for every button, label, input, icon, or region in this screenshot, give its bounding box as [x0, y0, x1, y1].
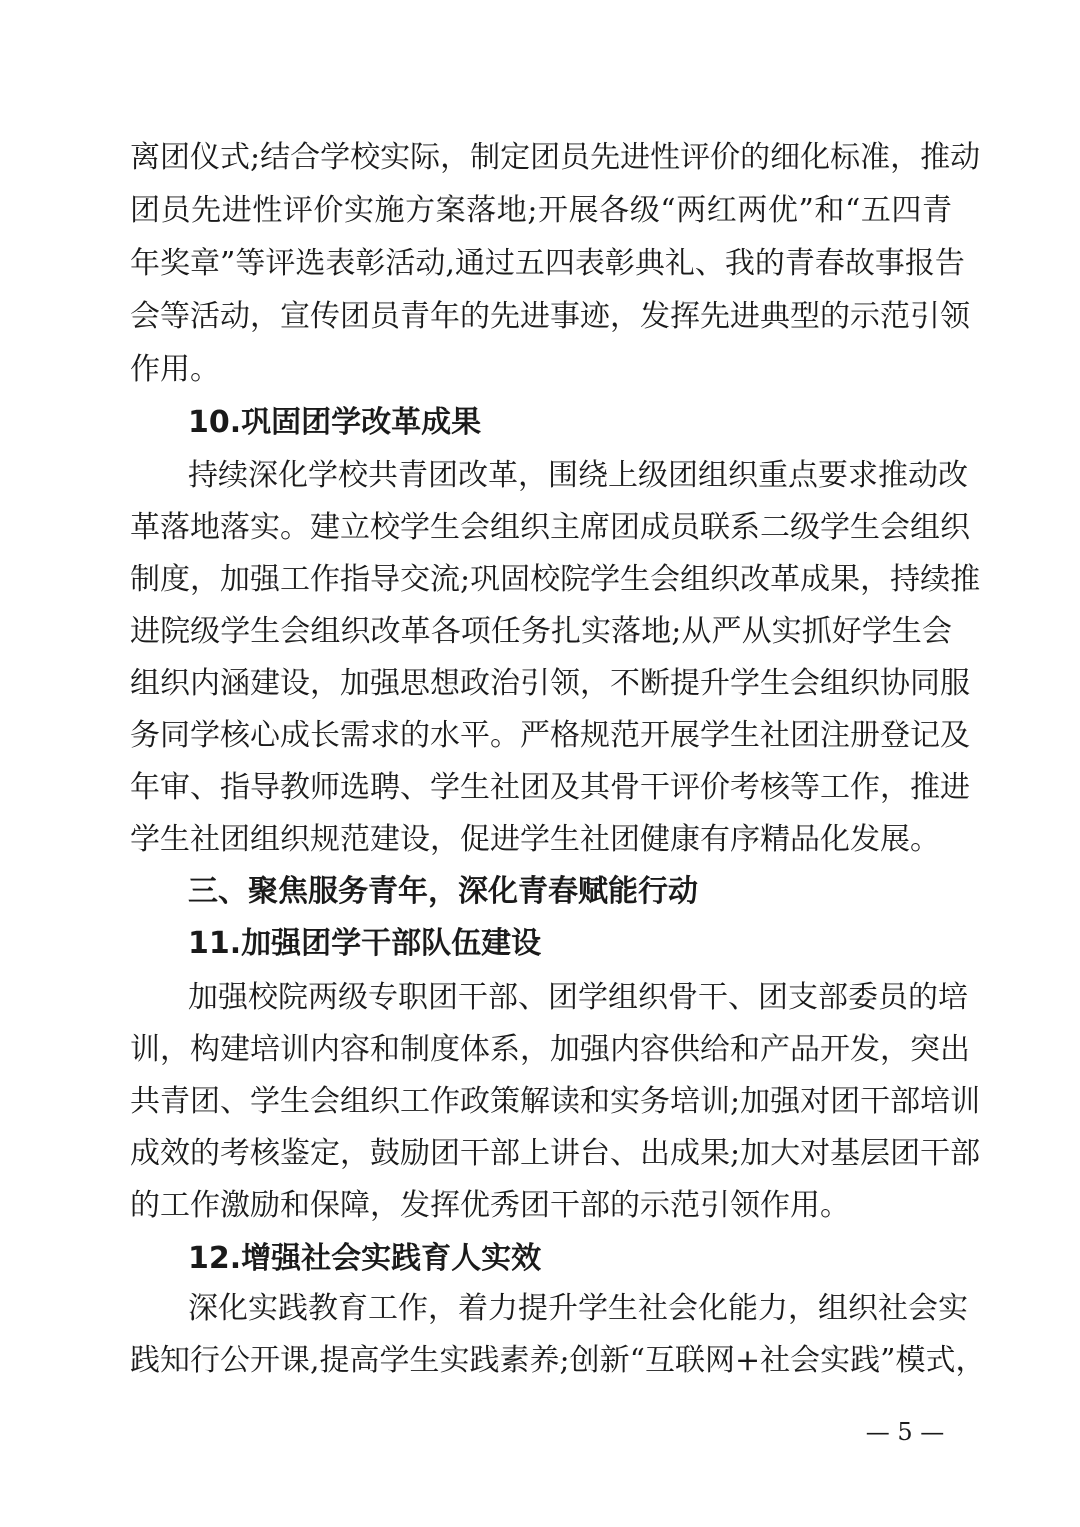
paragraph-first-line: 加强校院两级专职团干部、团学组织骨干、团支部委员的培	[188, 980, 968, 1015]
paragraph-line: 训，构建培训内容和制度体系，加强内容供给和产品开发，突出	[130, 1032, 970, 1067]
section-heading: 11.加强团学干部队伍建设	[188, 926, 542, 961]
paragraph-line: 会等活动，宣传团员青年的先进事迹，发挥先进典型的示范引领	[130, 299, 970, 334]
paragraph-line: 成效的考核鉴定，鼓励团干部上讲台、出成果;加大对基层团干部	[130, 1136, 981, 1171]
paragraph-first-line: 深化实践教育工作，着力提升学生社会化能力，组织社会实	[188, 1291, 968, 1326]
paragraph-line: 革落地落实。建立校学生会组织主席团成员联系二级学生会组织	[130, 510, 970, 545]
paragraph-line: 年奖章”等评选表彰活动,通过五四表彰典礼、我的青春故事报告	[130, 246, 965, 281]
paragraph-line: 践知行公开课,提高学生实践素养;创新“互联网+社会实践”模式，	[130, 1343, 986, 1378]
paragraph-line: 的工作激励和保障，发挥优秀团干部的示范引领作用。	[130, 1188, 850, 1223]
paragraph-line: 团员先进性评价实施方案落地;开展各级“两红两优”和“五四青	[130, 193, 952, 228]
paragraph-line: 学生社团组织规范建设，促进学生社团健康有序精品化发展。	[130, 822, 940, 857]
chapter-heading: 三、聚焦服务青年，深化青春赋能行动	[188, 874, 698, 909]
paragraph-first-line: 持续深化学校共青团改革，围绕上级团组织重点要求推动改	[188, 458, 968, 493]
section-heading: 12.增强社会实践育人实效	[188, 1241, 542, 1276]
paragraph-line: 年审、指导教师选聘、学生社团及其骨干评价考核等工作，推进	[130, 770, 970, 805]
paragraph-line: 进院级学生会组织改革各项任务扎实落地;从严从实抓好学生会	[130, 614, 952, 649]
page-number: — 5 —	[865, 1418, 945, 1446]
section-heading: 10.巩固团学改革成果	[188, 405, 482, 440]
paragraph-line: 务同学核心成长需求的水平。严格规范开展学生社团注册登记及	[130, 718, 970, 753]
paragraph-line: 组织内涵建设，加强思想政治引领，不断提升学生会组织协同服	[130, 666, 970, 701]
paragraph-line: 离团仪式;结合学校实际，制定团员先进性评价的细化标准，推动	[130, 140, 981, 175]
paragraph-line: 制度，加强工作指导交流;巩固校院学生会组织改革成果，持续推	[130, 562, 981, 597]
paragraph-line: 作用。	[130, 352, 220, 387]
paragraph-line: 共青团、学生会组织工作政策解读和实务培训;加强对团干部培训	[130, 1084, 981, 1119]
